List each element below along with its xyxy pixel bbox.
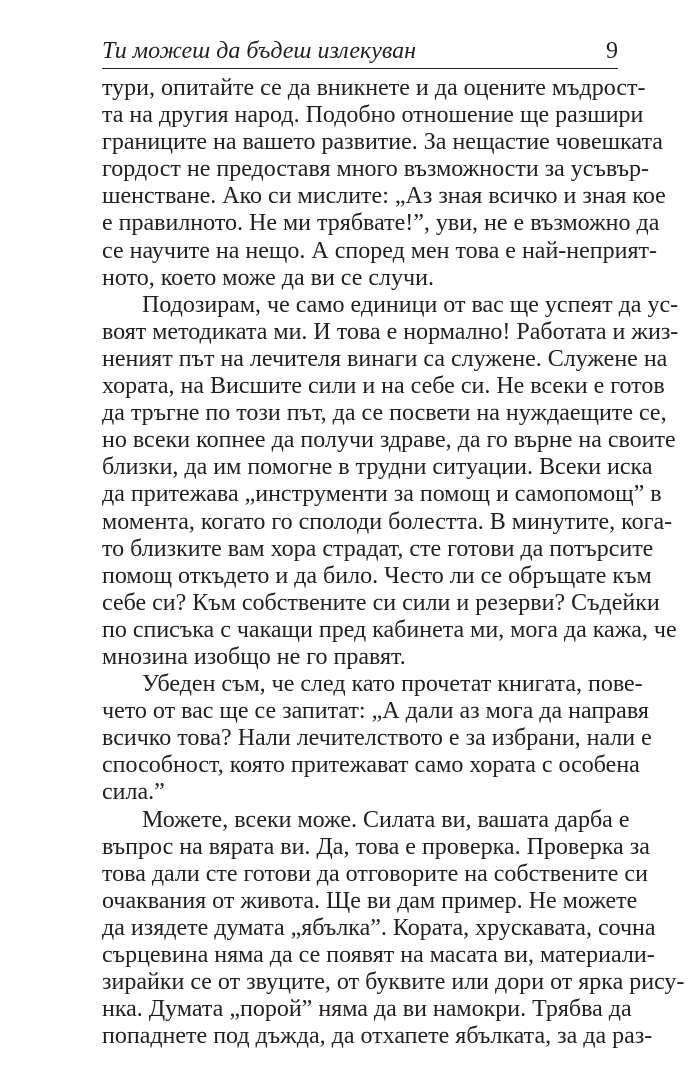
text-line: по списъка с чакащи пред кабинета ми, мога да кажа, че [102, 616, 677, 643]
text-line: всичко това? Нали лечителството е за избрани, нали е [102, 725, 652, 752]
text-line: се научите на нещо. А според мен това е най-неприят- [102, 237, 657, 264]
text-line: но всеки копнее да получи здраве, да го върне на своите [102, 427, 676, 454]
text-line: ното, което може да ви се случи. [102, 264, 434, 291]
text-line: въпрос на вярата ви. Да, това е проверка. Проверка за [102, 833, 650, 860]
text-line: шенстване. Ако си мислите: „Аз зная всичко и зная кое [102, 183, 666, 210]
text-line: сърцевина няма да се появят на масата ви, материали- [102, 942, 655, 968]
body-text [102, 75, 685, 1050]
text-line: близки, да им помогне в трудни ситуации. Всеки иска [102, 454, 653, 481]
text-line: очаквания от живота. Ще ви дам пример. Не можете [102, 887, 638, 914]
text-line: помощ откъдето и да било. Често ли се обръщате към [102, 562, 652, 589]
text-line: да притежава „инструменти за помощ и самопомощ” в [102, 481, 662, 508]
text-line: да изядете думата „ябълка”. Кората, хрускавата, сочна [102, 914, 656, 941]
text-line: способност, която притежават само хората с особена [102, 752, 640, 779]
text-line: чето от вас ще се запитат: „А дали аз мога да направя [102, 698, 649, 725]
text-line: хората, на Висшите сили и на себе си. Не всеки е готов [102, 373, 665, 400]
text-line: Подозирам, че само единици от вас ще успеят да ус- [142, 291, 679, 318]
text-line: сила.” [102, 779, 165, 806]
text-line: да тръгне по този път, да се посвети на нуждаещите се, [102, 400, 667, 427]
running-header [102, 38, 618, 69]
text-line: зирайки се от звуците, от буквите или дори от ярка рису- [102, 969, 685, 996]
text-line: воят методиката ми. И това е нормално! Работата и жиз- [102, 318, 679, 345]
text-line: попаднете под дъжда, да отхапете ябълката, за да раз- [102, 1023, 653, 1050]
text-line: та на другия народ. Подобно отношение ще разшири [102, 102, 644, 129]
text-line: то близките вам хора страдат, сте готови да потърсите [102, 535, 654, 562]
paragraph [102, 671, 652, 806]
paragraph [102, 75, 666, 292]
text-line: момента, когато го сполоди болестта. В минутите, кога- [102, 508, 673, 535]
paragraph [102, 291, 679, 671]
text-line: границите на вашето развитие. За нещастие човешката [102, 129, 663, 156]
text-line: мнозина изобщо не го правят. [102, 643, 406, 670]
paragraph [102, 806, 685, 1051]
text-line: гордост не предоставя много възможности за усъвър- [102, 156, 649, 183]
text-line: тури, опитайте се да вникнете и да оцените мъдрост- [102, 75, 646, 101]
running-title: Ти можеш да бъдеш излекуван [102, 38, 417, 64]
text-line: себе си? Към собствените си сили и резерви? Съдейки [102, 589, 660, 616]
text-line: Убеден съм, че след като прочетат книгата, пове- [142, 671, 643, 698]
text-line: е правилното. Не ми трябвате!”, уви, не е възможно да [102, 210, 660, 237]
page-number: 9 [606, 38, 618, 64]
text-line: неният път на лечителя винаги са служене. Служене на [102, 345, 668, 372]
text-line: това дали сте готови да отговорите на собствените си [102, 860, 648, 887]
text-line: нка. Думата „порой” няма да ви намокри. Трябва да [102, 996, 632, 1023]
text-line: Можете, всеки може. Силата ви, вашата дарба е [142, 806, 630, 833]
